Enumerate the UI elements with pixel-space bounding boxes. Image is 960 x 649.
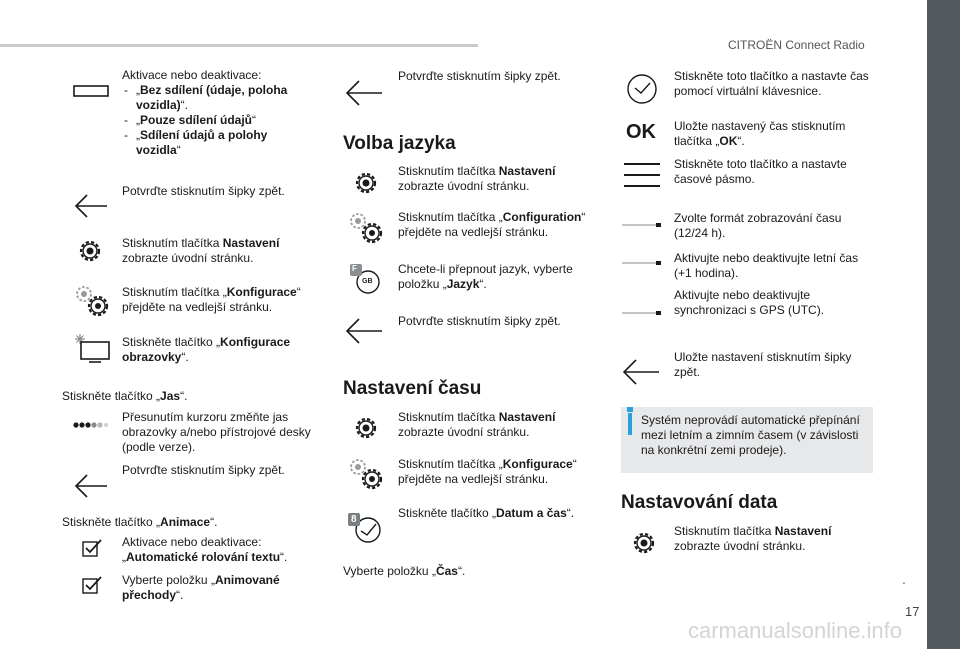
page-number: 17 <box>905 604 920 619</box>
slider-text: Přesunutím kurzoru změňte jas obrazovky a/nebo přístrojové desky (podle verze). <box>122 410 311 454</box>
section-heading-date: Nastavování data <box>621 492 778 513</box>
end-marker: . <box>902 571 906 587</box>
info-note <box>621 407 873 473</box>
side-tab <box>927 0 960 649</box>
settings-gear-icon <box>76 237 104 265</box>
configuration-text: Stisknutím tlačítka „Konfigurace“ přejděte na vedlejší stránku. <box>398 457 577 486</box>
sharing-options-text: Aktivace nebo deaktivace: - „Bez sdílení (údaje, poloha vozidla)“. - „Pouze sdílení údajů“ - „Sdílení údajů a polohy vozidla“ <box>122 68 312 158</box>
toggle-line-icon <box>622 222 662 228</box>
toggle-switch-icon <box>73 85 109 97</box>
header-rule <box>0 44 478 47</box>
summer-time-text: Aktivujte nebo deaktivujte letní čas (+1 hodina). <box>674 251 859 280</box>
section-heading-language: Volba jazyka <box>343 133 456 154</box>
back-arrow-icon <box>73 192 109 220</box>
back-arrow-icon <box>344 316 384 346</box>
info-icon <box>627 407 633 412</box>
time-format-text: Zvolte formát zobrazování času (12/24 h). <box>674 211 842 240</box>
transitions-text: Vyberte položku „Animované přechody“. <box>122 573 280 602</box>
confirm-back-text: Potvrďte stisknutím šipky zpět. <box>398 314 561 328</box>
configuration-gears-icon <box>346 456 386 492</box>
timezone-text: Stiskněte toto tlačítko a nastavte časové pásmo. <box>674 157 847 186</box>
back-arrow-icon <box>73 472 109 500</box>
display-settings-icon <box>72 332 112 364</box>
confirm-circle-icon <box>626 73 658 105</box>
toggle-line-icon <box>622 310 662 316</box>
animation-text: Stiskněte tlačítko „Animace“. <box>62 515 218 529</box>
watermark: carmanualsonline.info <box>688 618 903 643</box>
ok-save-text: Uložte nastavený čas stisknutím tlačítka „OK“. <box>674 119 846 148</box>
confirm-back-text: Potvrďte stisknutím šipky zpět. <box>122 463 285 477</box>
configuration-gears-icon <box>72 283 112 319</box>
date-time-icon: 8 <box>346 510 386 544</box>
back-arrow-icon <box>621 357 661 387</box>
settings-home-text: Stisknutím tlačítka Nastavení zobrazte úvodní stránku. <box>398 164 556 193</box>
gps-sync-text: Aktivujte nebo deaktivujte synchronizaci s GPS (UTC). <box>674 288 825 317</box>
language-select-text: Chcete-li přepnout jazyk, vyberte položku „Jazyk“. <box>398 262 573 291</box>
configuration-text: Stisknutím tlačítka „Configuration“ přejděte na vedlejší stránku. <box>398 210 586 239</box>
menu-list-icon <box>622 161 662 189</box>
configuration-text: Stisknutím tlačítka „Konfigurace“ přejděte na vedlejší stránku. <box>122 285 301 314</box>
configuration-gears-icon <box>346 210 386 246</box>
back-arrow-icon <box>344 78 384 108</box>
section-heading-time: Nastavení času <box>343 378 482 399</box>
language-flag-icon: F GB <box>346 262 386 296</box>
date-time-text: Stiskněte tlačítko „Datum a čas“. <box>398 506 575 520</box>
brightness-slider-icon <box>72 420 108 430</box>
toggle-line-icon <box>622 260 662 266</box>
settings-gear-icon <box>352 414 380 442</box>
auto-scroll-text: Aktivace nebo deaktivace: „Automatické rolování textu“. <box>122 535 288 564</box>
settings-home-text: Stisknutím tlačítka Nastavení zobrazte úvodní stránku. <box>674 524 832 553</box>
ok-button-icon: OK <box>626 121 656 143</box>
checkbox-icon <box>82 539 102 557</box>
settings-gear-icon <box>352 169 380 197</box>
settings-home-text: Stisknutím tlačítka Nastavení zobrazte úvodní stránku. <box>122 236 280 265</box>
settings-gear-icon <box>630 529 658 557</box>
info-note-text: Systém neprovádí automatické přepínání mezi letním a zimním časem (v závislosti na konkrétní zemi prodeje). <box>641 413 860 457</box>
time-select-text: Vyberte položku „Čas“. <box>343 564 466 578</box>
save-back-text: Uložte nastavení stisknutím šipky zpět. <box>674 350 852 379</box>
settings-home-text: Stisknutím tlačítka Nastavení zobrazte úvodní stránku. <box>398 410 556 439</box>
brand-title: CITROËN Connect Radio <box>728 38 865 52</box>
checkbox-icon <box>82 576 102 594</box>
virtual-keyboard-text: Stiskněte toto tlačítko a nastavte čas pomocí virtuální klávesnice. <box>674 69 869 98</box>
brightness-text: Stiskněte tlačítko „Jas“. <box>62 389 188 403</box>
display-config-text: Stiskněte tlačítko „Konfigurace obrazovky“. <box>122 335 291 364</box>
confirm-back-text: Potvrďte stisknutím šipky zpět. <box>122 184 285 198</box>
confirm-back-text: Potvrďte stisknutím šipky zpět. <box>398 69 561 83</box>
